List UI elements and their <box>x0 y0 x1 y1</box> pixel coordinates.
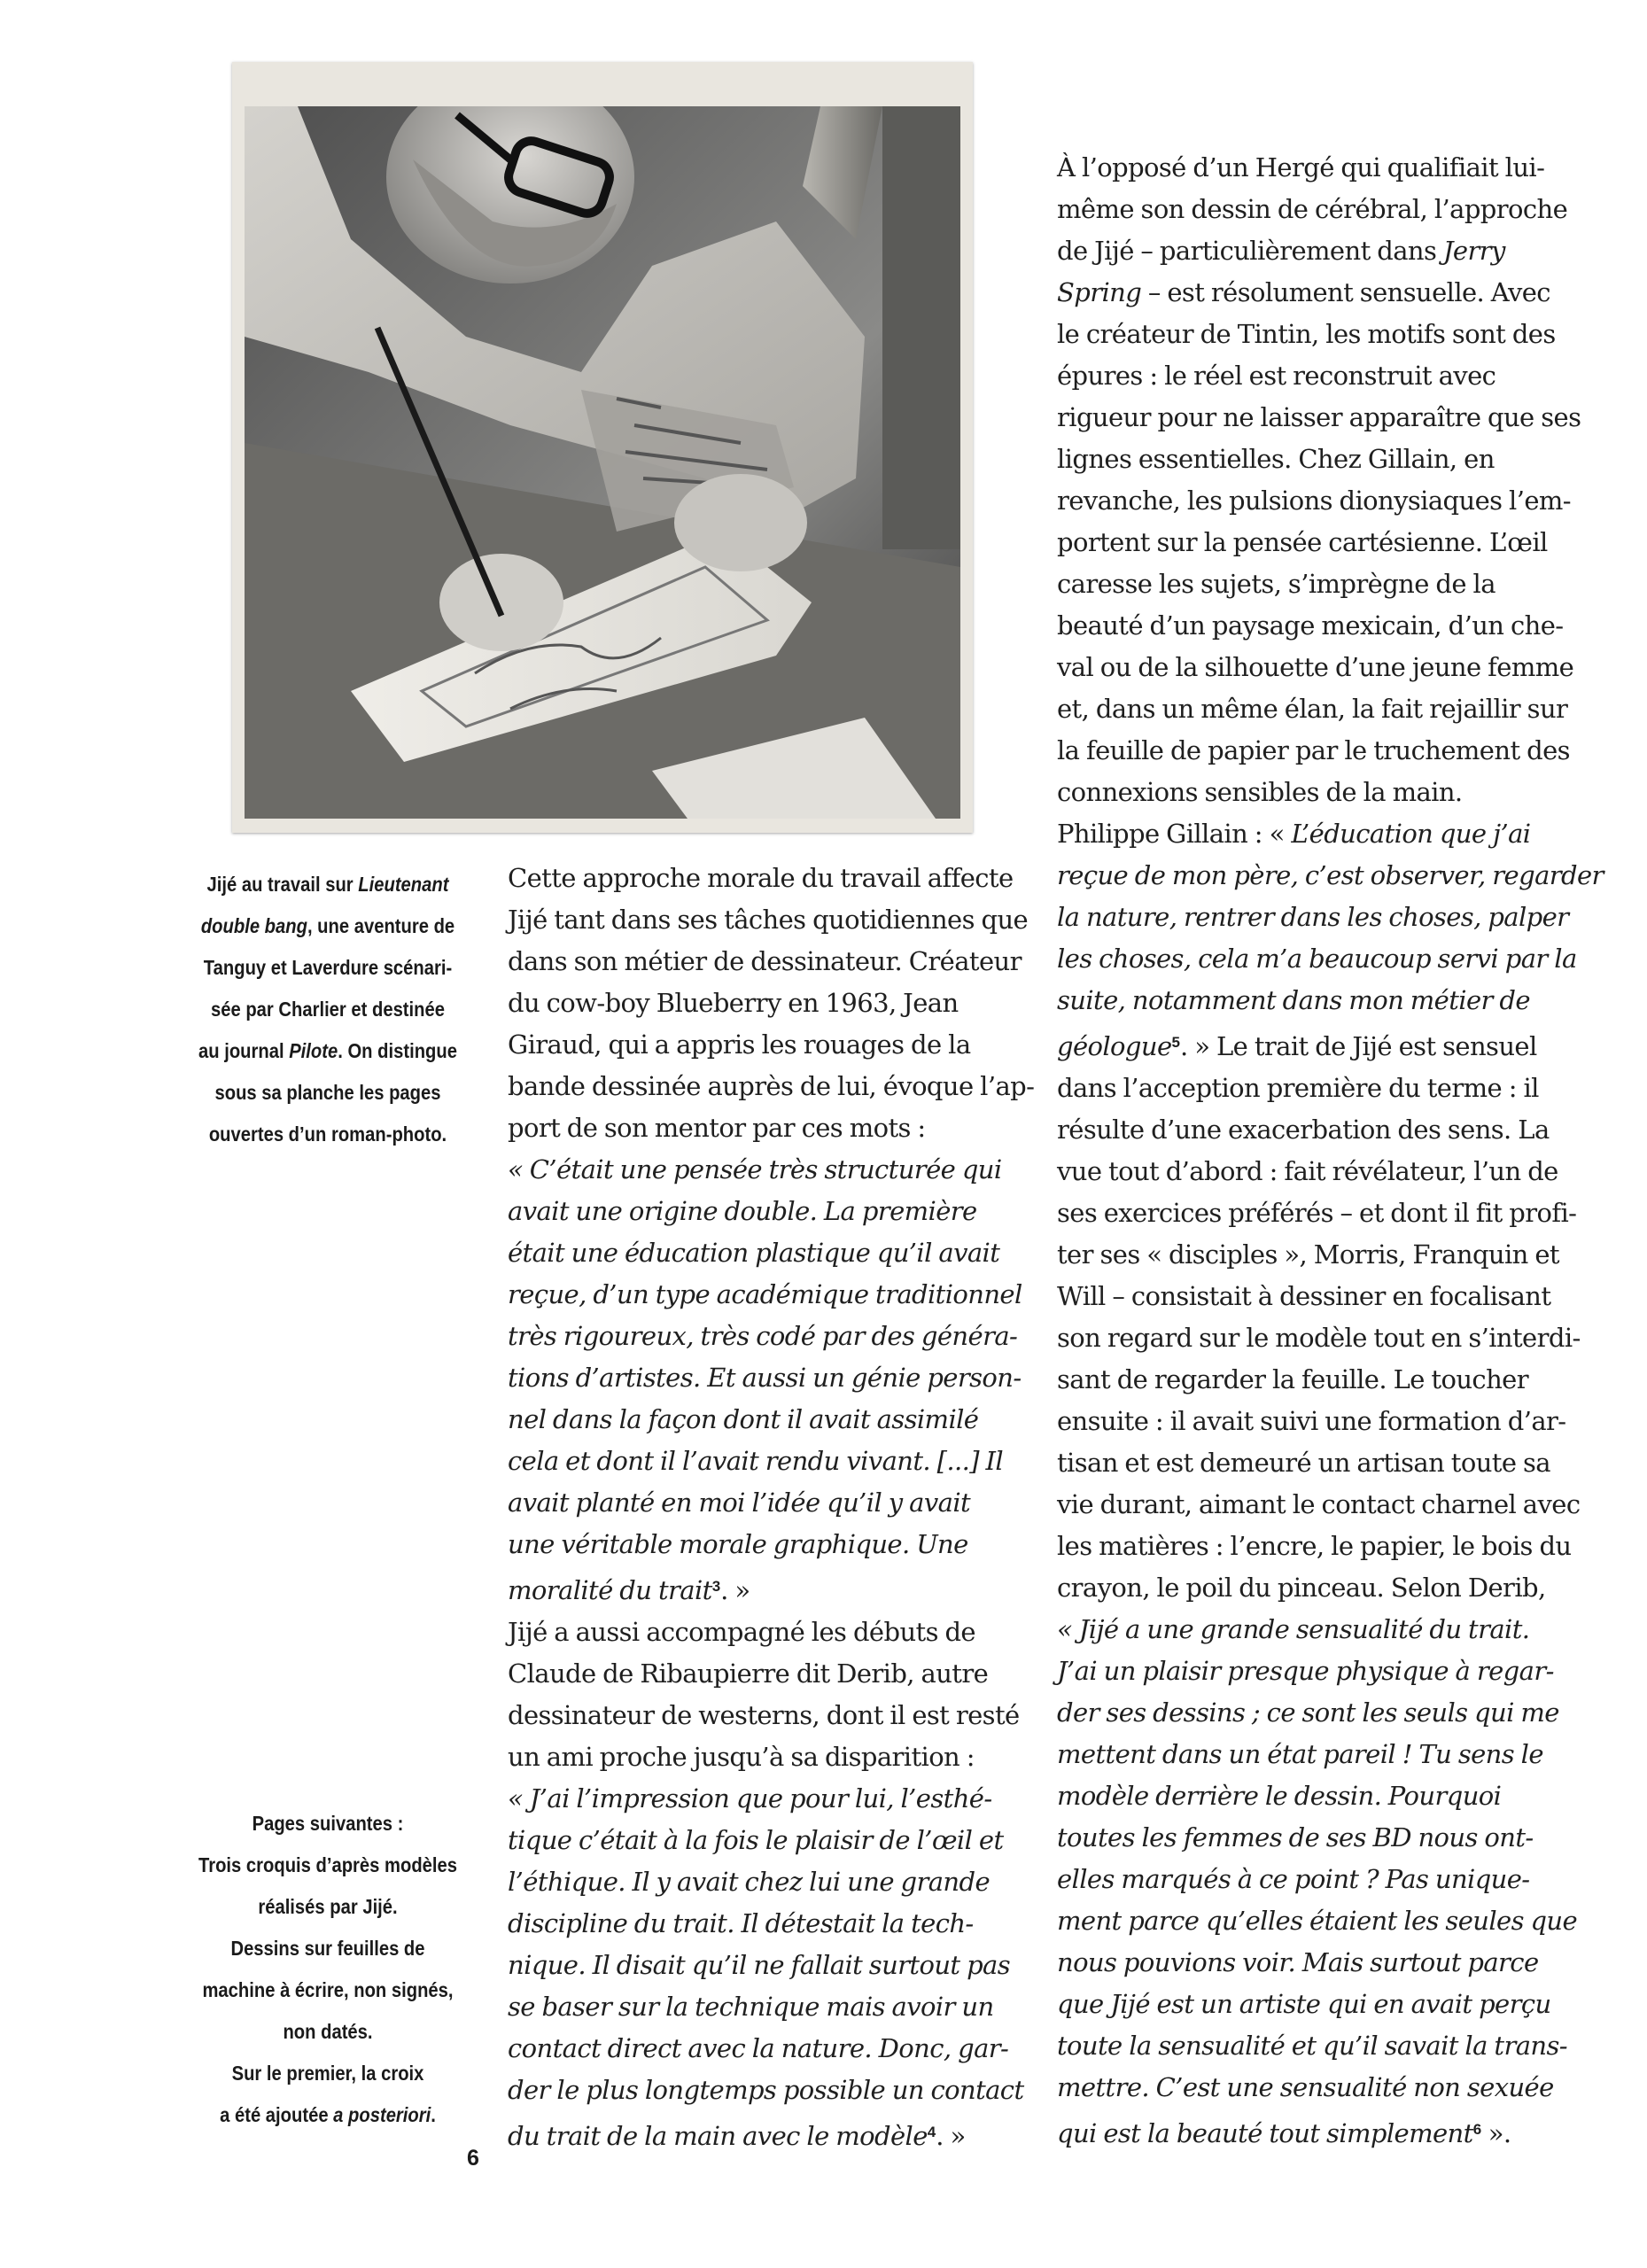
next-pages-caption: Pages suivantes : Trois croquis d’après modèles réalisés par Jijé. Dessins sur feuilles de machine à écrire, non signés, non datés. Sur le premier, la croix a été ajoutée a posteriori. <box>198 1812 458 2126</box>
paragraph-philippe-gillain: Philippe Gillain : « L’éducation que j’ai reçue de mon père, c’est observer, regarder la nature, rentrer dans les choses, palper les choses, cela m’a beaucoup servi par la suite, notamment dans mon métier de géologue$^5$. » Le trait de Jijé est sensuel dans l’acception première du terme : il résulte d’une exacerbation des sens. La vue tout d’abord : fait révélateur, l’un de ses exercices préférés – et dont il fit profi- ter ses « disciples », Morris, Franquin et Will – consistait à dessiner en focalisant son regard sur le modèle tout en s’interdi- sant de regarder la feuille. Le toucher ensuite : il avait suivi une formation d’ar- tisan et est demeuré un artisan toute sa vie durant, aimant le contact charnel avec les matières : l’encre, le papier, le bois du crayon, le poil du pinceau. Selon Derib, <box>1057 819 1604 1603</box>
footnote-ref-4: 4 <box>927 2124 936 2140</box>
photo-frame <box>232 62 973 833</box>
photo-caption: Jijé au travail sur Lieutenant double bang, une aventure de Tanguy et Laverdure scénari- sée par Charlier et destinée au journal Pilote. On distingue sous sa planche les pages ouvertes d’un roman-photo. <box>198 873 457 1146</box>
footnote-ref-3: 3 <box>711 1578 721 1595</box>
quote-derib-1: « J’ai l’impression que pour lui, l’esthé- tique c’était à la fois le plaisir de l’œil et l’éthique. Il y avait chez lui une grande discipline du trait. Il détestait la tech- nique. Il disait qu’il ne fallait surtout pas se baser sur la technique mais avoir un contact direct avec la nature. Donc, gar- der le plus longtemps possible un contact du trait de la main avec le modèle$^4$. » <box>508 1783 1024 2151</box>
photo-jije-drawing <box>245 106 960 819</box>
paragraph-herge: À l’opposé d’un Hergé qui qualifiait lui- même son dessin de cérébral, l’approche de Jijé – particulièrement dans Jerry Spring – est résolument sensuelle. Avec le créateur de Tintin, les motifs sont des épures : le réel est reconstruit avec rigueur pour ne laisser apparaître que ses lignes essentielles. Chez Gillain, en revanche, les pulsions dionysiaques l’em- portent sur la pensée cartésienne. L’œil caresse les sujets, s’imprègne de la beauté d’un paysage mexicain, d’un che- val ou de la silhouette d’une jeune femme et, dans un même élan, la fait rejaillir sur la feuille de papier par le truchement des connexions sensibles de la main. <box>1057 152 1581 807</box>
footnote-ref-6: 6 <box>1472 2121 1482 2138</box>
footnote-ref-5: 5 <box>1171 1034 1180 1051</box>
quote-giraud: « C’était une pensée très structurée qui avait une origine double. La première était une éducation plastique qu’il avait reçue, d’un type académique traditionnel très rigoureux, très codé par des généra- tions d’artistes. Et aussi un génie person- nel dans la façon dont il avait assimilé cela et dont il l’avait rendu vivant. [...] Il avait planté en moi l’idée qu’il y avait une véritable morale graphique. Une moralité du trait$^3$. » <box>508 1154 1022 1605</box>
paragraph-giraud: Cette approche morale du travail affecte Jijé tant dans ses tâches quotidiennes que dans son métier de dessinateur. Créateur du cow-boy Blueberry en 1963, Jean Giraud, qui a appris les rouages de la bande dessinée auprès de lui, évoque l’ap- port de son mentor par ces mots : <box>508 863 1035 1143</box>
article-column-middle <box>508 858 1035 2157</box>
page-number: 6 <box>467 2146 479 2171</box>
quote-derib-2: « Jijé a une grande sensualité du trait. J’ai un plaisir presque physique à regar- der ses dessins ; ce sont les seuls qui me mettent dans un état pareil ! Tu sens le modèle derrière le dessin. Pourquoi toutes les femmes de ses BD nous ont- elles marqués à ce point ? Pas unique- ment parce qu’elles étaient les seules que nous pouvions voir. Mais surtout parce que Jijé est un artiste qui en avait perçu toute la sensualité et qu’il savait la trans- mettre. C’est une sensualité non sexuée qui est la beauté tout simplement$^6$ ». <box>1057 1614 1578 2148</box>
paragraph-derib: Jijé a aussi accompagné les débuts de Claude de Ribaupierre dit Derib, autre dessinateur de westerns, dont il est resté un ami proche jusqu’à sa disparition : <box>508 1617 1020 1772</box>
article-column-right <box>1057 147 1604 2155</box>
